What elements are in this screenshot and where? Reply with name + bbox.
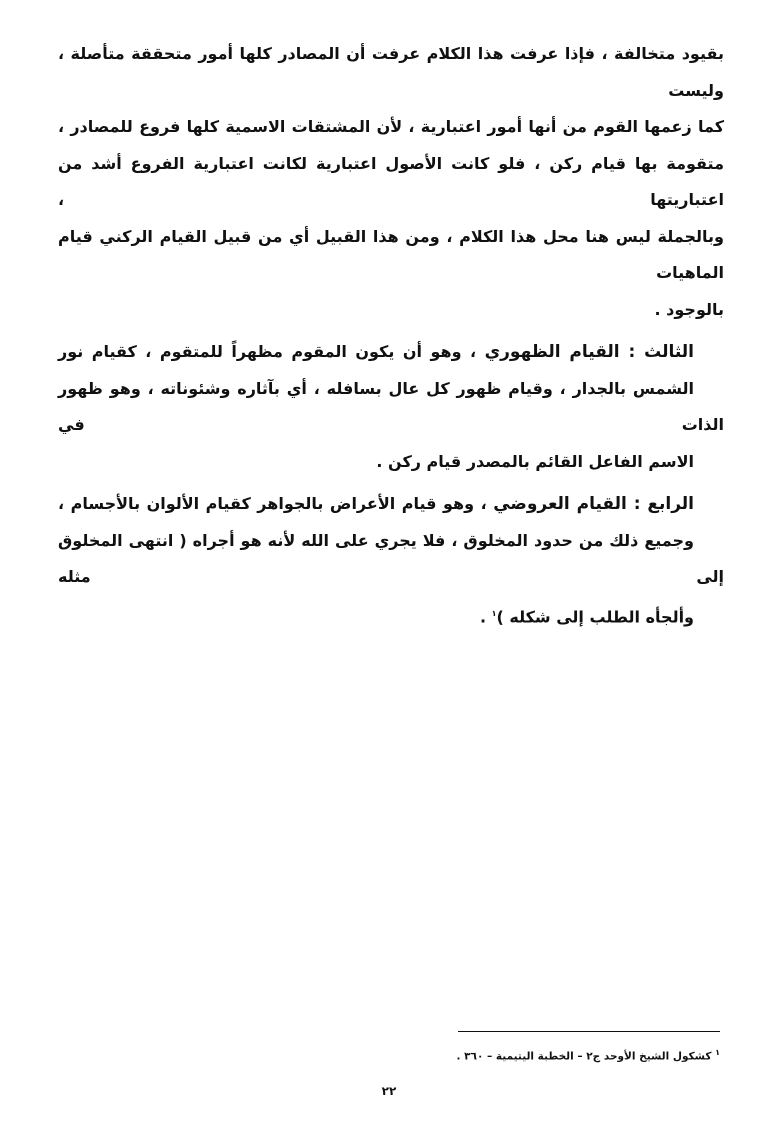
text-line: بالوجود . [654, 299, 724, 319]
footnote-separator [458, 1031, 720, 1032]
text-run: . [479, 606, 492, 626]
text-run: وألجأه الطلب إلى شكله ) [496, 606, 694, 626]
paragraph-third-type [58, 334, 724, 480]
text-line: كما زعمها القوم من أنها أمور اعتبارية ، لأن المشتقات الاسمية كلها فروع للمصادر ، [58, 117, 724, 136]
text-line: بقيود متخالفة ، فإذا عرفت هذا الكلام عرفت أن المصادر كلها أمور متحققة متأصلة ، وليست [58, 44, 724, 100]
page-number: ٢٢ [381, 1084, 397, 1098]
footnote [300, 1046, 720, 1064]
paragraph-fourth-type [58, 486, 724, 635]
text-line [58, 596, 724, 636]
text-line: متقومة بها قيام ركن ، فلو كانت الأصول اعتبارية لكانت اعتبارية الفروع أشد من اعتباريتها ، [58, 153, 724, 209]
footnote-text: كشكول الشيخ الأوحد ج٢ – الخطبة اليتيمية – ٣٦٠ . [456, 1050, 712, 1063]
text-line: الاسم الفاعل القائم بالمصدر قيام ركن . [376, 451, 694, 471]
text-run: ، وهو أن يكون المقوم مظهراً للمتقوم ، كقيام نور [58, 342, 485, 361]
text-line [58, 486, 724, 523]
text-line [58, 334, 724, 371]
section-heading-third: الثالث : القيام الظهوري [484, 342, 695, 362]
section-heading-fourth: الرابع : القيام العروضي [493, 494, 694, 514]
text-line: وجميع ذلك من حدود المخلوق ، فلا يجري على الله لأنه هو أجراه ( انتهى المخلوق إلى مثله [58, 530, 724, 586]
footnote-mark: ١ [715, 1048, 720, 1057]
text-run: ، وهو قيام الأعراض بالجواهر كقيام الألوان بالأجسام ، [58, 494, 494, 513]
text-line: وبالجملة ليس هنا محل هذا الكلام ، ومن هذا القبيل أي من قبيل القيام الركني قيام الماهيات [58, 226, 724, 282]
text-line: الشمس بالجدار ، وقيام ظهور كل عال بسافله ، أي بآثاره وشئوناته ، وهو ظهور الذات في [58, 378, 724, 434]
main-text [58, 36, 724, 635]
footnote-reference[interactable]: ١ [491, 608, 497, 618]
paragraph-continuation [58, 36, 724, 328]
